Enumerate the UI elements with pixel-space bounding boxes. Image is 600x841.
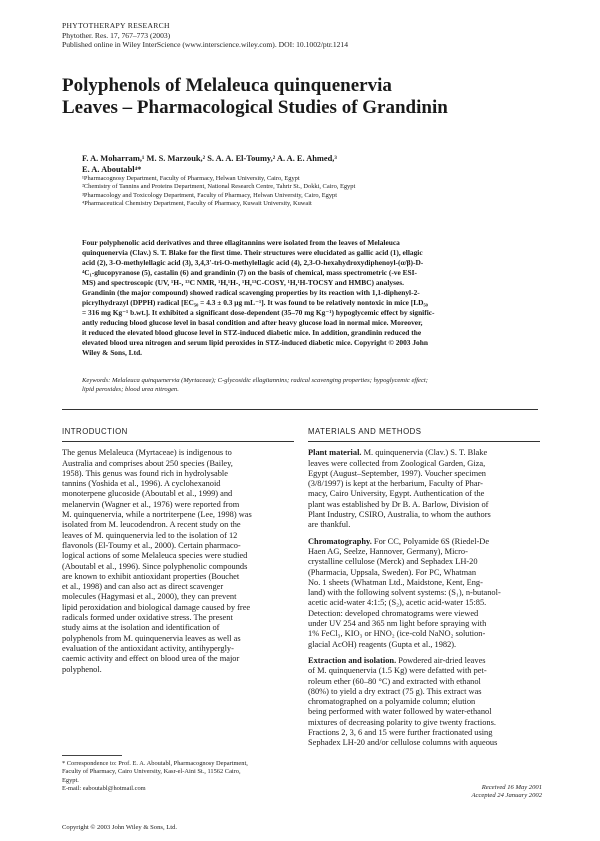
affiliation-3: ³Pharmacology and Toxicology Department, Faculty of Pharmacy, Helwan University, Cairo, Egypt (82, 191, 338, 199)
affiliation-2: ²Chemistry of Tannins and Proteins Department, National Research Centre, Tahrir St., Dokki, Cairo, Egypt (82, 183, 356, 191)
intro-line: molecules (Hagymasi et al., 2000), they can prevent (62, 592, 237, 602)
intro-line: lipid peroxidation and biological damage caused by free (62, 602, 251, 612)
publication-info: Published online in Wiley InterScience (www.interscience.wiley.com). DOI: 10.1002/ptr.1214 (62, 40, 349, 50)
extract-line: of M. quinquenervia (1.5 Kg) were defatted with pet- (308, 666, 487, 676)
intro-line: study aims at the isolation and identification of (62, 623, 220, 633)
affiliations (82, 175, 562, 209)
methods-heading: MATERIALS AND METHODS (308, 427, 540, 442)
chromatography-runin: Chromatography. (308, 536, 372, 546)
plant-line: leaves were collected from Zoological Garden, Giza, (308, 458, 486, 468)
abstract-line: antly reducing blood glucose level in basal condition and after heavy glucose load in normal mice. Moreover, (82, 318, 423, 327)
abstract-line: ⁴C₁-glucopyranose (5), castalin (6) and grandinin (7) on the basis of chemical, mass spectrometric (-ve ESI- (82, 268, 418, 277)
extract-line (308, 656, 540, 666)
chromatography-paragraph (308, 537, 540, 650)
intro-line: radicals formed under oxidative stress. The present (62, 613, 233, 623)
intro-line: (Aboutabl et al., 1996). Since polyphenolic compounds (62, 561, 248, 571)
extract-line-text: Powdered air-dried leaves (396, 655, 486, 665)
intro-line: tannins (Yoshida et al., 1996). A cyclohexanoid (62, 479, 221, 489)
intro-line: polyphenol. (62, 664, 102, 674)
article-title (62, 75, 542, 119)
chrom-line: under UV 254 and 365 nm light before spraying with (308, 619, 487, 629)
copyright-notice: Copyright © 2003 John Wiley & Sons, Ltd. (62, 824, 178, 831)
plant-line: are thankful. (308, 520, 351, 530)
authors-line-2: E. A. Aboutabl⁴* (82, 165, 142, 174)
chrom-line: Haen AG, Seelze, Hannover, Germany), Micro- (308, 546, 468, 556)
section-divider (62, 409, 538, 410)
plant-material-runin: Plant material. (308, 448, 362, 458)
chrom-line: 1% FeCl₃, KIO₃ or HNO₂ (ice-cold NaNO₂ solution- (308, 629, 486, 639)
footnote-line: Egypt. (62, 776, 79, 784)
abstract-line: MS) and spectroscopic (UV, ¹H-, ¹³C NMR, ¹H,¹H-, ¹H,¹³C-COSY, ¹H,¹H-TOCSY and HMBC) analyses. (82, 278, 404, 287)
intro-line: logical actions of some Melaleuca species were studied (62, 551, 248, 561)
author-list (82, 153, 552, 175)
extract-line: Fractions 2, 3, 6 and 15 were further fractionated using (308, 728, 493, 738)
abstract (82, 238, 538, 358)
abstract-line: acid (2), 3-O-methylellagic acid (3), 3,4,3′-tri-O-methylellagic acid (4), 2,3-O-hexahydroxydiphenoyl-(α/β)-D- (82, 258, 424, 267)
abstract-line: = 316 mg Kg⁻¹ b.wt.]. It exhibited a significant dose-dependent (35–70 mg Kg⁻¹) hypoglycemic effect by signific- (82, 308, 435, 317)
intro-line: polyphenols from M. quinquenervia leaves as well as (62, 633, 241, 643)
abstract-line: it reduced the elevated blood glucose level in STZ-induced diabetic mice. In addition, grandinin reduced the (82, 328, 422, 337)
abstract-line: Wiley & Sons, Ltd. (82, 348, 143, 357)
extraction-runin: Extraction and isolation. (308, 655, 397, 665)
chrom-line: crystalline cellulose (Merck) and Sephadex LH-20 (308, 557, 478, 567)
footnote-rule (62, 755, 122, 756)
plant-line-text: M. quinquenervia (Clav.) S. T. Blake (361, 448, 488, 458)
extract-line: roleum ether (60–80 °C) and extracted with ethanol (308, 676, 481, 686)
abstract-line: quinquenervia (Clav.) S. T. Blake for the first time. Their structures were elucidated as gallic acid (1), ellagic (82, 248, 423, 257)
title-line-1: Polyphenols of Melaleuca quinquenervia (62, 75, 392, 96)
intro-line: 1958). This genus was found rich in hydrolysable (62, 468, 228, 478)
footnote-email: E-mail: eaboutabl@hotmail.com (62, 785, 146, 793)
plant-line (308, 448, 540, 458)
plant-line: (3/8/1997) is kept at the herbarium, Faculty of Phar- (308, 479, 483, 489)
chrom-line: (Pharmacia, Uppsala, Sweden). For PC, Whatman (308, 567, 477, 577)
intro-line: isolated from M. leucodendron. A recent study on the (62, 520, 241, 530)
intro-line: caemic activity and effect on blood urea of the major (62, 654, 240, 664)
introduction-section (62, 427, 294, 675)
plant-line: Plant Industry, CSIRO, Australia, to whom the authors (308, 510, 491, 520)
title-line-2: Leaves – Pharmacological Studies of Grandinin (62, 97, 448, 118)
correspondence-footnote (62, 760, 302, 794)
abstract-line: picrylhydrazyl (DPPH) radical [EC₅₀ = 4.3 ± 0.3 μg mL⁻¹]. It was found to be relatively nontoxic in mice [LD₅₀ (82, 298, 428, 307)
chrom-line: Detection: developed chromatograms were viewed (308, 608, 479, 618)
extract-line: being performed with water followed by water-ethanol (308, 707, 492, 717)
methods-section (308, 427, 540, 755)
plant-material-paragraph (308, 448, 540, 530)
extraction-paragraph (308, 656, 540, 749)
intro-line: The genus Melaleuca (Myrtaceae) is indigenous to (62, 448, 232, 458)
chrom-line: glacial AcOH) reagents (Gupta et al., 1982). (308, 639, 457, 649)
keywords (82, 377, 542, 394)
intro-line: are known to exhibit antioxidant properties (Bouchet (62, 571, 240, 581)
intro-line: Australia and comprises about 250 species (Bailey, (62, 458, 233, 468)
journal-citation: Phytother. Res. 17, 767–773 (2003) (62, 30, 171, 40)
received-dates (430, 784, 542, 801)
journal-header (62, 21, 542, 50)
introduction-heading: INTRODUCTION (62, 427, 294, 442)
intro-line: melanervin (Wagner et al., 1976) were reported from (62, 499, 240, 509)
journal-name: PHYTOTHERAPY RESEARCH (62, 21, 170, 30)
accepted-date: Accepted 24 January 2002 (471, 792, 542, 800)
intro-line: flavonols (El-Toumy et al., 2000). Certain pharmaco- (62, 540, 241, 550)
chrom-line: land) with the following solvent systems: (S₁), n-butanol- (308, 588, 501, 598)
footnote-line: Faculty of Pharmacy, Cairo University, Kasr-el-Aini St., 11562 Cairo, (62, 768, 241, 776)
received-date: Received 16 May 2001 (481, 784, 542, 791)
affiliation-4: ⁴Pharmaceutical Chemistry Department, Faculty of Pharmacy, Kuwait University, Kuwait (82, 200, 312, 208)
plant-line: macy, Cairo University, Egypt. Authentication of the (308, 489, 485, 499)
introduction-body (62, 448, 294, 675)
plant-line: plant was established by Dr B. A. Barlow, Division of (308, 499, 489, 509)
intro-line: et al., 1998) and can also act as direct scavenger (62, 582, 224, 592)
affiliation-1: ¹Pharmacognosy Department, Faculty of Pharmacy, Helwan University, Cairo, Egypt (82, 175, 300, 182)
authors-line-1: F. A. Moharram,¹ M. S. Marzouk,² S. A. A. El-Toumy,² A. A. E. Ahmed,³ (82, 154, 337, 163)
intro-line: monoterpene glucoside (Aboutabl et al., 1999) and (62, 489, 233, 499)
abstract-line: Grandinin (the major compound) showed radical scavenging properties by its reaction with 1,1-diphenyl-2- (82, 288, 420, 297)
plant-line: Egypt (August–September, 1997). Voucher specimen (308, 468, 486, 478)
chrom-line: No. 1 sheets (Whatman Ltd., Maidstone, Kent, Eng- (308, 577, 483, 587)
extract-line: chromatographed on a polyamide column; elution (308, 697, 476, 707)
intro-line: evaluation of the antioxidant activity, antihypergly- (62, 643, 234, 653)
keywords-line: lipid peroxides; blood urea nitrogen. (82, 385, 179, 393)
abstract-line: elevated blood urea nitrogen and serum lipid peroxides in STZ-induced diabetic mice. Copyright © 2003 John (82, 338, 428, 347)
intro-line: M. quinquenervia, while a nortriterpene (Lee, 1998) was (62, 510, 252, 520)
extract-line: (80%) to yield a dry extract (75 g). This extract was (308, 686, 482, 696)
footnote-line: * Correspondence to: Prof. E. A. Aboutabl, Pharmacognosy Department, (62, 760, 248, 767)
extract-line: mixtures of decreasing polarity to give twenty fractions. (308, 717, 496, 727)
chrom-line-text: For CC, Polyamide 6S (Riedel-De (371, 536, 490, 546)
intro-line: leaves of M. quinquenervia led to the isolation of 12 (62, 530, 238, 540)
abstract-line: Four polyphenolic acid derivatives and three ellagitannins were isolated from the leaves of Melaleuca (82, 238, 400, 247)
chrom-line (308, 537, 540, 547)
keywords-line: Keywords: Melaleuca quinquenervia (Myrtaceae); C-glycosidic ellagitannins; radical scavenging properties; hypoglycemic effect; (82, 377, 428, 384)
extract-line: Sephadex LH-20 and/or cellulose columns with aqueous (308, 738, 498, 748)
chrom-line: acetic acid-water 4:1:5; (S₂), acetic acid-water 15:85. (308, 598, 487, 608)
